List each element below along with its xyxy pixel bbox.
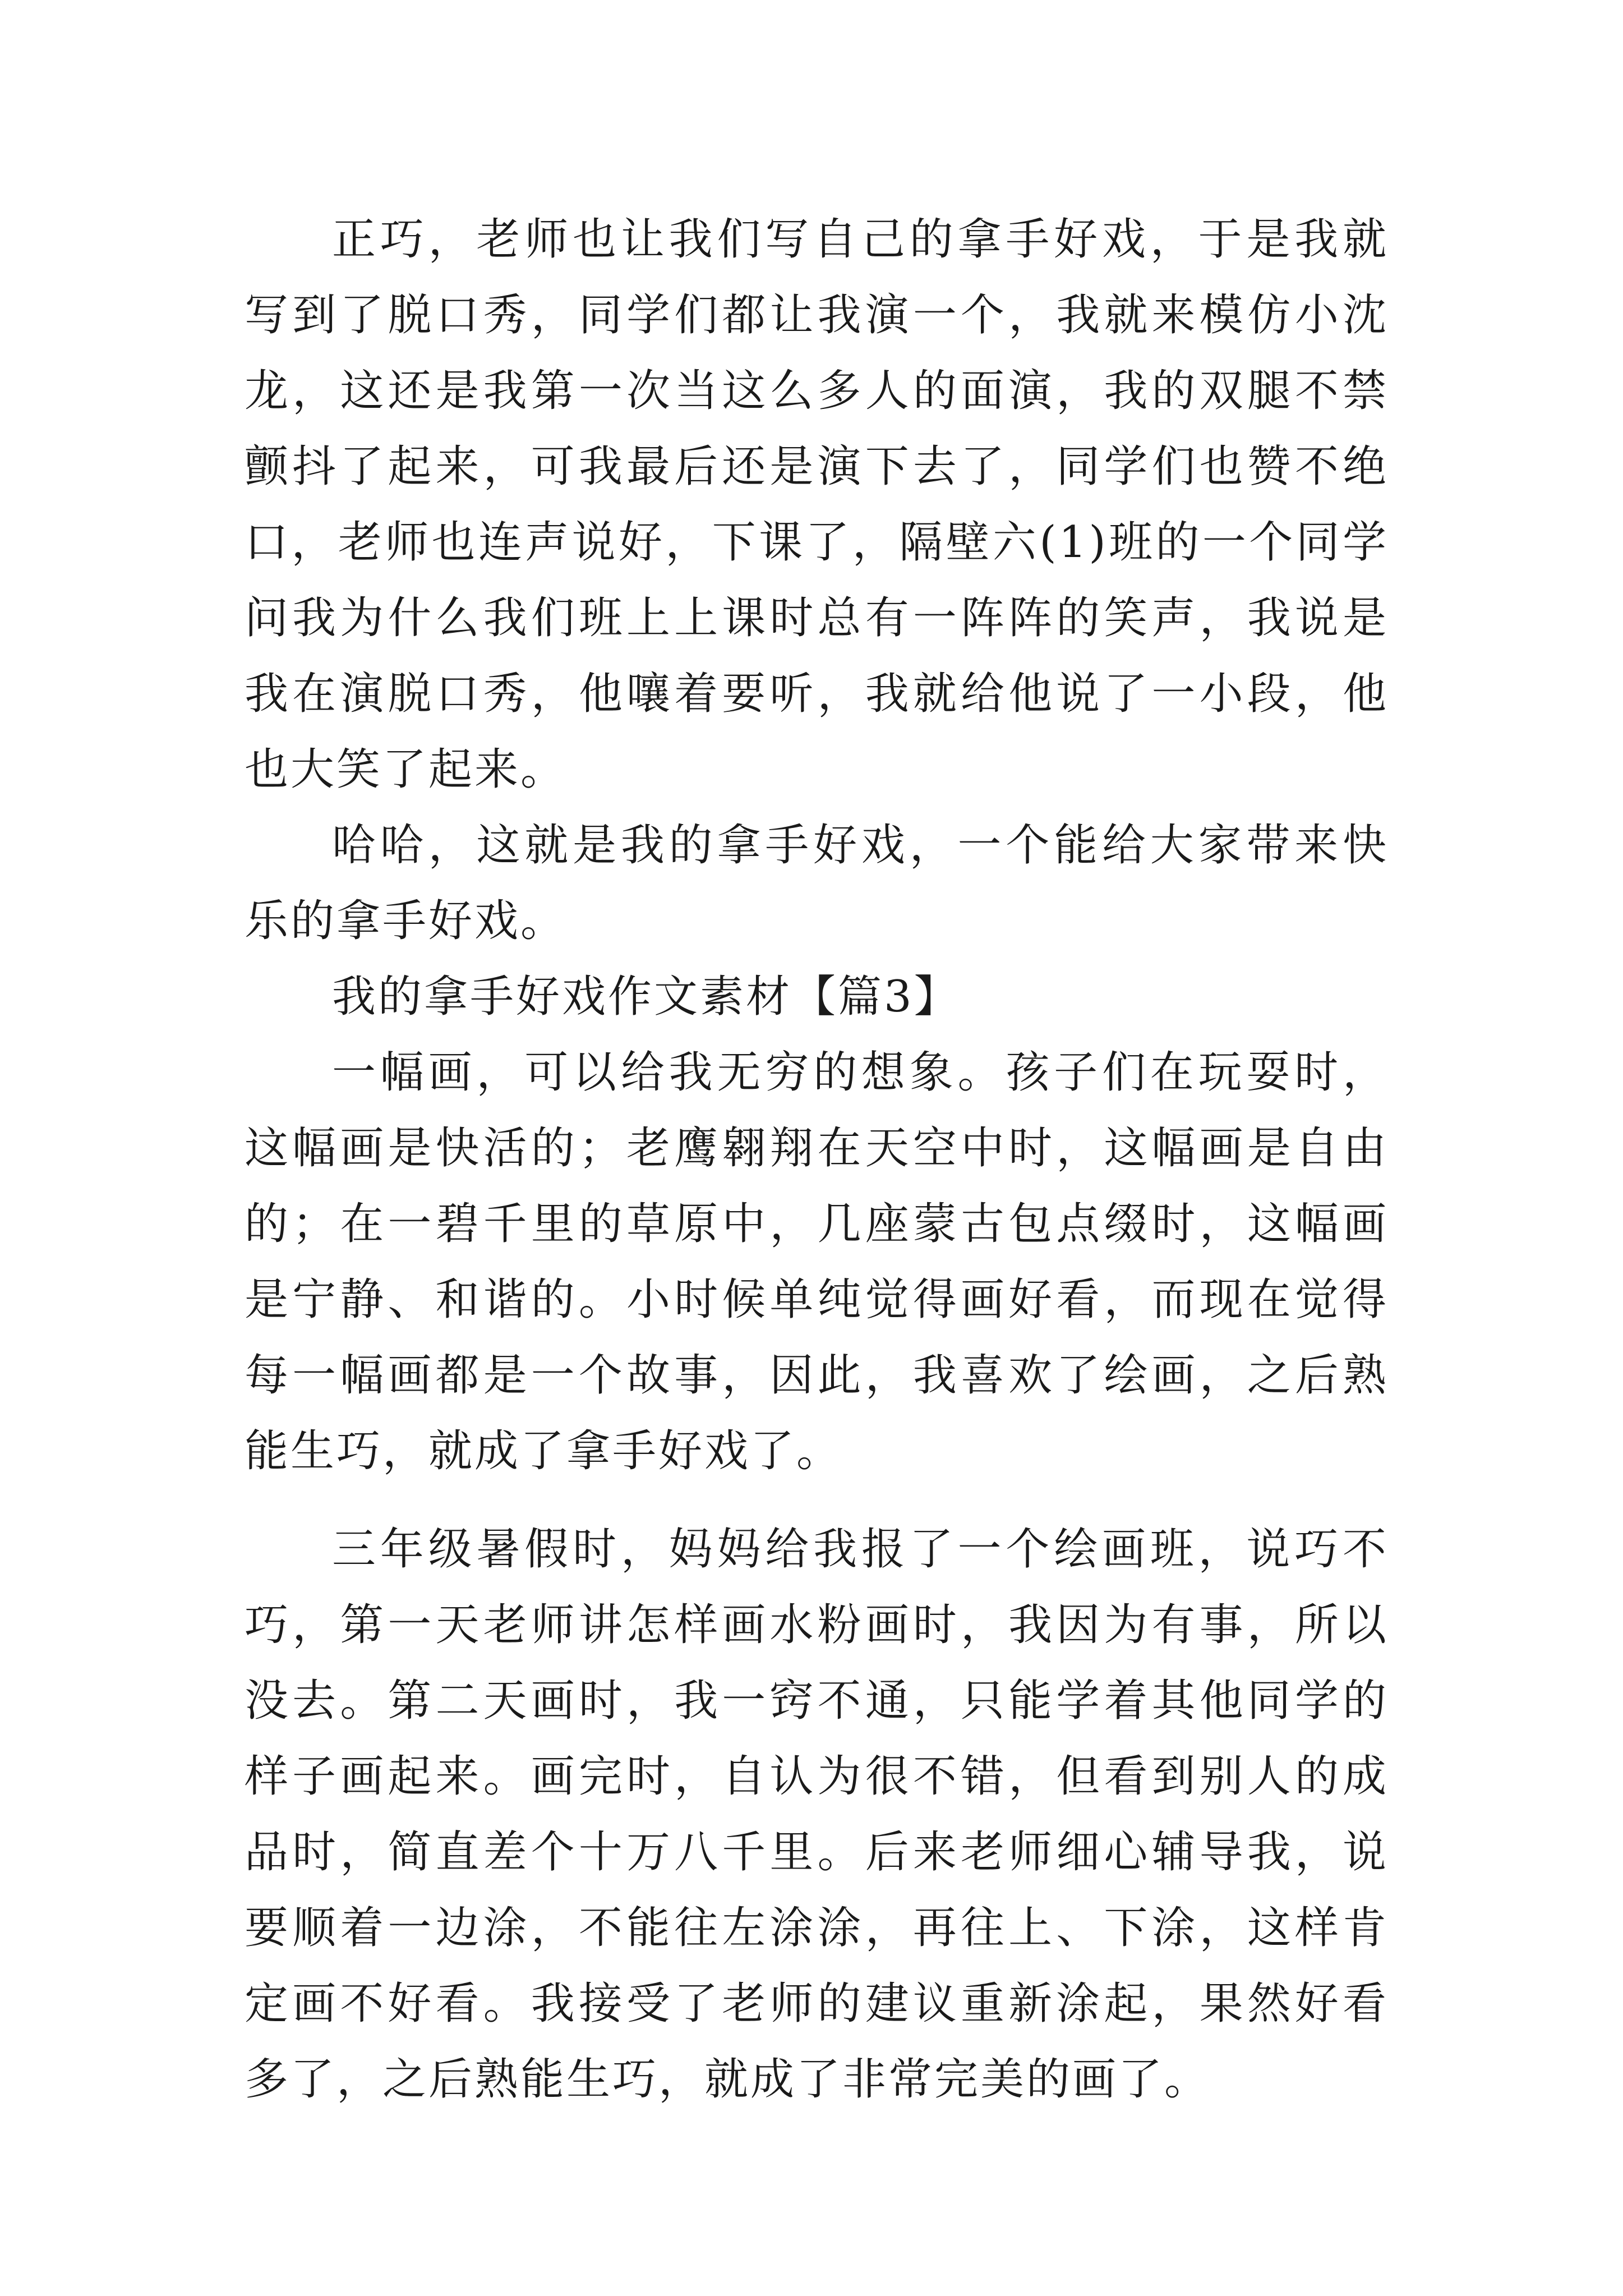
paragraph-4: 三年级暑假时，妈妈给我报了一个绘画班，说巧不巧，第一天老师讲怎样画水粉画时，我因为有事，所以没去。第二天画时，我一窍不通，只能学着其他同学的样子画起来。画完时，自认为很不错，但看到别人的成品时，简直差个十万八千里。后来老师细心辅导我，说要顺着一边涂，不能往左涂涂，再往上、下涂，这样肯定画不好看。我接受了老师的建议重新涂起，果然好看多了，之后熟能生巧，就成了非常完美的画了。 — [245, 1524, 1389, 2105]
essay-body — [245, 202, 1389, 2118]
paragraph-3: 一幅画，可以给我无穷的想象。孩子们在玩耍时，这幅画是快活的；老鹰翱翔在天空中时，这幅画是自由的；在一碧千里的草原中，几座蒙古包点缀时，这幅画是宁静、和谐的。小时候单纯觉得画好看，而现在觉得每一幅画都是一个故事，因此，我喜欢了绘画，之后熟能生巧，就成了拿手好戏了。 — [245, 1047, 1389, 1476]
paragraph-2: 哈哈，这就是我的拿手好戏，一个能给大家带来快乐的拿手好戏。 — [245, 820, 1389, 946]
paragraph-1: 正巧，老师也让我们写自己的拿手好戏，于是我就写到了脱口秀，同学们都让我演一个，我就来模仿小沈龙，这还是我第一次当这么多人的面演，我的双腿不禁颤抖了起来，可我最后还是演下去了，同学们也赞不绝口，老师也连声说好，下课了，隔壁六(1)班的一个同学问我为什么我们班上上课时总有一阵阵的笑声，我说是我在演脱口秀，他嚷着要听，我就给他说了一小段，他也大笑了起来。 — [245, 214, 1389, 795]
section-heading: 我的拿手好戏作文素材【篇3】 — [332, 972, 960, 1022]
